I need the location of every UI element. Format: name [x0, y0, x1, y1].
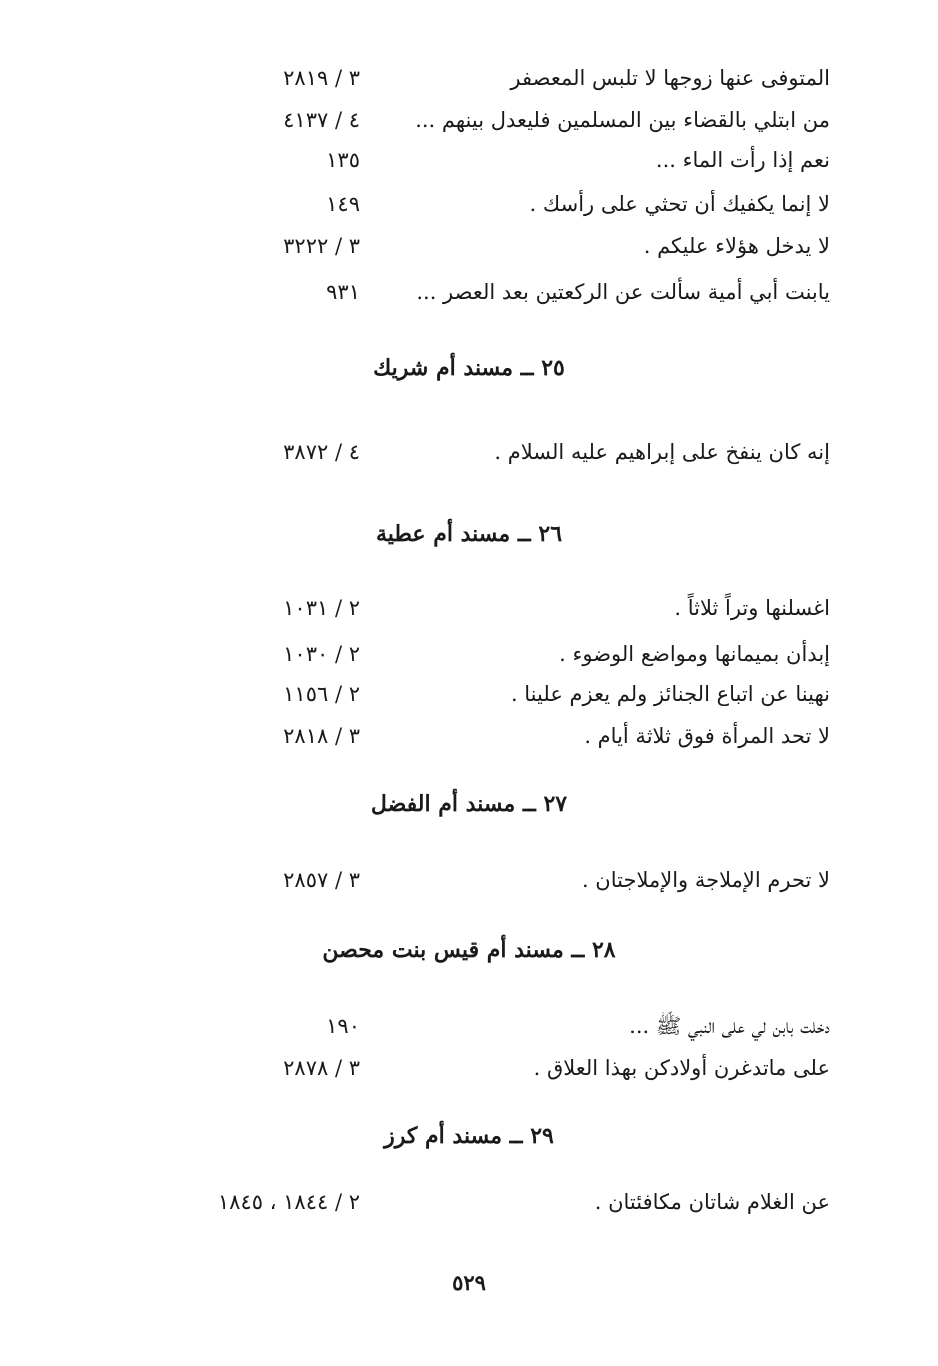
hadith-text: من ابتلي بالقضاء بين المسلمين فليعدل بينهم ... [415, 108, 830, 132]
hadith-reference: ١٩٠ [326, 1014, 360, 1038]
section-heading: ٢٦ ــ مسند أم عطية [375, 521, 563, 547]
hadith-reference: ٣ / ٣٢٢٢ [283, 234, 360, 258]
hadith-text: لا يدخل هؤلاء عليكم . [643, 234, 830, 258]
hadith-reference: ٣ / ٢٨١٩ [283, 66, 360, 90]
hadith-entry [150, 634, 830, 674]
hadith-text: عن الغلام شاتان مكافئتان . [594, 1190, 830, 1214]
hadith-entry [150, 272, 830, 312]
hadith-entry [150, 674, 830, 714]
hadith-entry [150, 226, 830, 266]
section-heading: ٢٩ ــ مسند أم كرز [384, 1123, 554, 1149]
hadith-text: اغسلنها وتراً ثلاثاً . [674, 596, 830, 620]
hadith-text: إبدأن بميمانها ومواضع الوضوء . [559, 642, 830, 666]
hadith-reference: ١٣٥ [326, 148, 360, 172]
hadith-text: إنه كان ينفخ على إبراهيم عليه السلام . [494, 440, 830, 464]
section-heading: ٢٥ ــ مسند أم شريك [373, 355, 565, 381]
hadith-reference: ١٤٩ [326, 192, 360, 216]
hadith-entry [150, 716, 830, 756]
hadith-entry [150, 1182, 830, 1222]
hadith-text: لا تحرم الإملاجة والإملاجتان . [581, 868, 830, 892]
hadith-reference: ٤ / ٣٨٧٢ [283, 440, 360, 464]
hadith-reference: ٢ / ١٨٤٤ ، ١٨٤٥ [217, 1190, 360, 1214]
hadith-entry [150, 1048, 830, 1088]
hadith-text: المتوفى عنها زوجها لا تلبس المعصفر [510, 66, 830, 90]
hadith-text: على ماتدغرن أولادكن بهذا العلاق . [533, 1056, 830, 1080]
hadith-entry [150, 1006, 830, 1046]
hadith-reference: ٢ / ١٠٣١ [283, 596, 360, 620]
hadith-text: لا إنما يكفيك أن تحثي على رأسك . [529, 192, 830, 216]
hadith-reference: ٤ / ٤١٣٧ [283, 108, 360, 132]
hadith-text: نهينا عن اتباع الجنائز ولم يعزم علينا . [510, 682, 830, 706]
hadith-entry [150, 100, 830, 140]
hadith-entry [150, 58, 830, 98]
hadith-reference: ٣ / ٢٨٥٧ [283, 868, 360, 892]
hadith-entry [150, 140, 830, 180]
hadith-reference: ٢ / ١١٥٦ [283, 682, 360, 706]
hadith-text: يابنت أبي أمية سألت عن الركعتين بعد العصر ... [416, 280, 830, 304]
hadith-entry [150, 588, 830, 628]
hadith-entry [150, 432, 830, 472]
hadith-text: لا تحد المرأة فوق ثلاثة أيام . [584, 724, 830, 748]
hadith-reference: ٩٣١ [326, 280, 360, 304]
hadith-reference: ٢ / ١٠٣٠ [283, 642, 360, 666]
hadith-entry [150, 184, 830, 224]
section-heading: ٢٧ ــ مسند أم الفضل [370, 791, 568, 817]
hadith-text: نعم إذا رأت الماء ... [655, 148, 830, 172]
hadith-reference: ٣ / ٢٨٧٨ [283, 1056, 360, 1080]
hadith-reference: ٣ / ٢٨١٨ [283, 724, 360, 748]
page-number: ٥٢٩ [452, 1270, 486, 1295]
hadith-entry [150, 860, 830, 900]
hadith-text: دخلت بابن لي على النبي ﷺ ... [629, 1014, 830, 1038]
section-heading: ٢٨ ــ مسند أم قيس بنت محصن [322, 937, 616, 963]
